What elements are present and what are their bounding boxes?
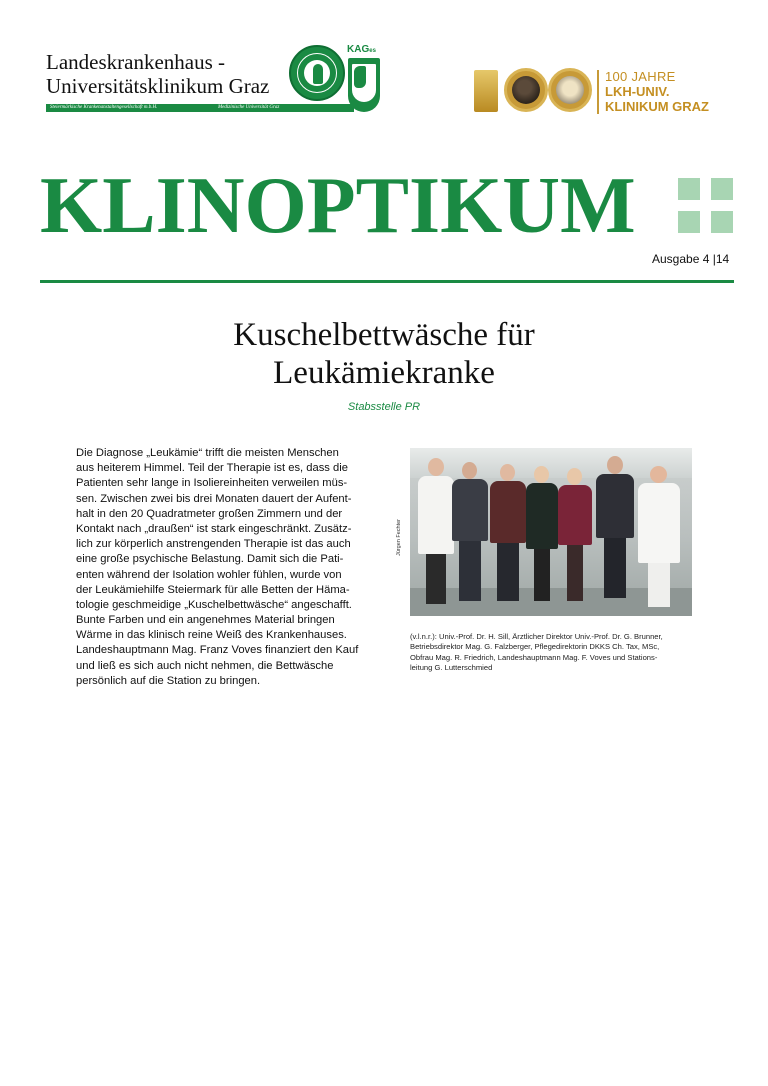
- kages-suffix: es: [369, 48, 376, 54]
- article-body-line: Landeshauptmann Mag. Franz Voves finanziert den Kauf: [76, 644, 359, 657]
- article-body-line: Die Diagnose „Leukämie“ trifft die meisten Menschen: [76, 447, 339, 459]
- article-body-line: enten während der Isolation wohler fühlen, wurde von: [76, 568, 342, 581]
- jubilee-divider: [597, 70, 599, 114]
- kages-label: KAG: [347, 44, 370, 55]
- article-body-line: halt in den 20 Quadratmeter großen Zimmern und der: [76, 507, 343, 520]
- photo-credit: Jürgen Fechter: [396, 519, 402, 556]
- article-body-line: eine große psychische Belastung. Damit sich die Pati-: [76, 553, 344, 566]
- article-body-line: und ließ es sich auch nicht nehmen, die Bettwäsche: [76, 659, 334, 672]
- jubilee-line2: LKH-UNIV.: [605, 84, 670, 99]
- kages-logo-text: [347, 44, 376, 55]
- masthead-title: KLINOPTIKUM: [40, 162, 636, 250]
- masthead-square-icon: [711, 211, 733, 233]
- masthead-square-icon: [678, 211, 700, 233]
- university-seal-logo: [289, 45, 345, 101]
- hospital-bar-right-text: Medizinische Universität Graz: [218, 105, 280, 110]
- masthead-divider: [40, 280, 734, 283]
- article-body-line: tologie geschmeidige „Kuschelbettwäsche“ angeschafft.: [76, 598, 352, 611]
- hospital-name: [46, 50, 296, 98]
- caption-line: Betriebsdirektor Mag. G. Falzberger, Pflegedirektorin DKKS Ch. Tax, MSc,: [410, 642, 660, 652]
- article-title-line2: Leukämiekranke: [273, 355, 495, 391]
- article-body-line: sen. Zwischen zwei bis drei Monaten dauert der Aufent-: [76, 492, 352, 505]
- caption-line: Obfrau Mag. R. Friedrich, Landeshauptmann Mag. F. Voves und Stations-: [410, 652, 658, 662]
- hospital-name-line2: Universitätsklinikum Graz: [46, 74, 270, 98]
- jubilee-line1: 100 JAHRE: [605, 69, 676, 84]
- kages-shield-logo: [348, 58, 380, 112]
- hospital-name-line1: Landeskrankenhaus -: [46, 50, 226, 74]
- article-author: Stabsstelle PR: [347, 401, 421, 413]
- article-body-line: aus heiterem Himmel. Teil der Therapie ist es, dass die: [76, 462, 348, 475]
- caption-line: leitung G. Lutterschmied: [410, 663, 493, 673]
- group-photo: [410, 448, 692, 616]
- issue-number: Ausgabe 4 |14: [652, 252, 730, 266]
- article-body-line: der Leukämiehilfe Steiermark für alle Betten der Häma-: [76, 583, 350, 596]
- article-title: [120, 316, 648, 392]
- article-body-line: Wärme in das klinisch reine Weiß des Krankenhauses.: [76, 629, 347, 642]
- article-body-line: Kontakt nach „draußen“ ist stark eingeschränkt. Zusätz-: [76, 522, 352, 535]
- caption-line: (v.l.n.r.): Univ.-Prof. Dr. H. Sill, Ärztlicher Direktor Univ.-Prof. Dr. G. Brunner,: [410, 632, 663, 641]
- article-body-line: Bunte Farben und ein angenehmes Material bringen: [76, 614, 335, 627]
- article-body-line: Patienten sehr lange in Isoliereinheiten verweilen müs-: [76, 477, 348, 490]
- article-title-line1: Kuschelbettwäsche für: [233, 317, 535, 353]
- photo-caption: [410, 632, 710, 674]
- masthead-square-icon: [711, 178, 733, 200]
- jubilee-line3: KLINIKUM GRAZ: [605, 99, 709, 114]
- article-body: [76, 446, 386, 689]
- hospital-bar-left-text: Steiermärkische Krankenanstaltengesellschaft m.b.H.: [50, 105, 158, 110]
- hospital-name-bar: [46, 104, 354, 112]
- article-body-line: persönlich auf die Station zu bringen.: [76, 674, 261, 687]
- jubilee-100-logo: [474, 68, 592, 116]
- masthead-square-icon: [678, 178, 700, 200]
- article-body-line: lich zur körperlich anstrengenden Therapie ist das auch: [76, 538, 351, 551]
